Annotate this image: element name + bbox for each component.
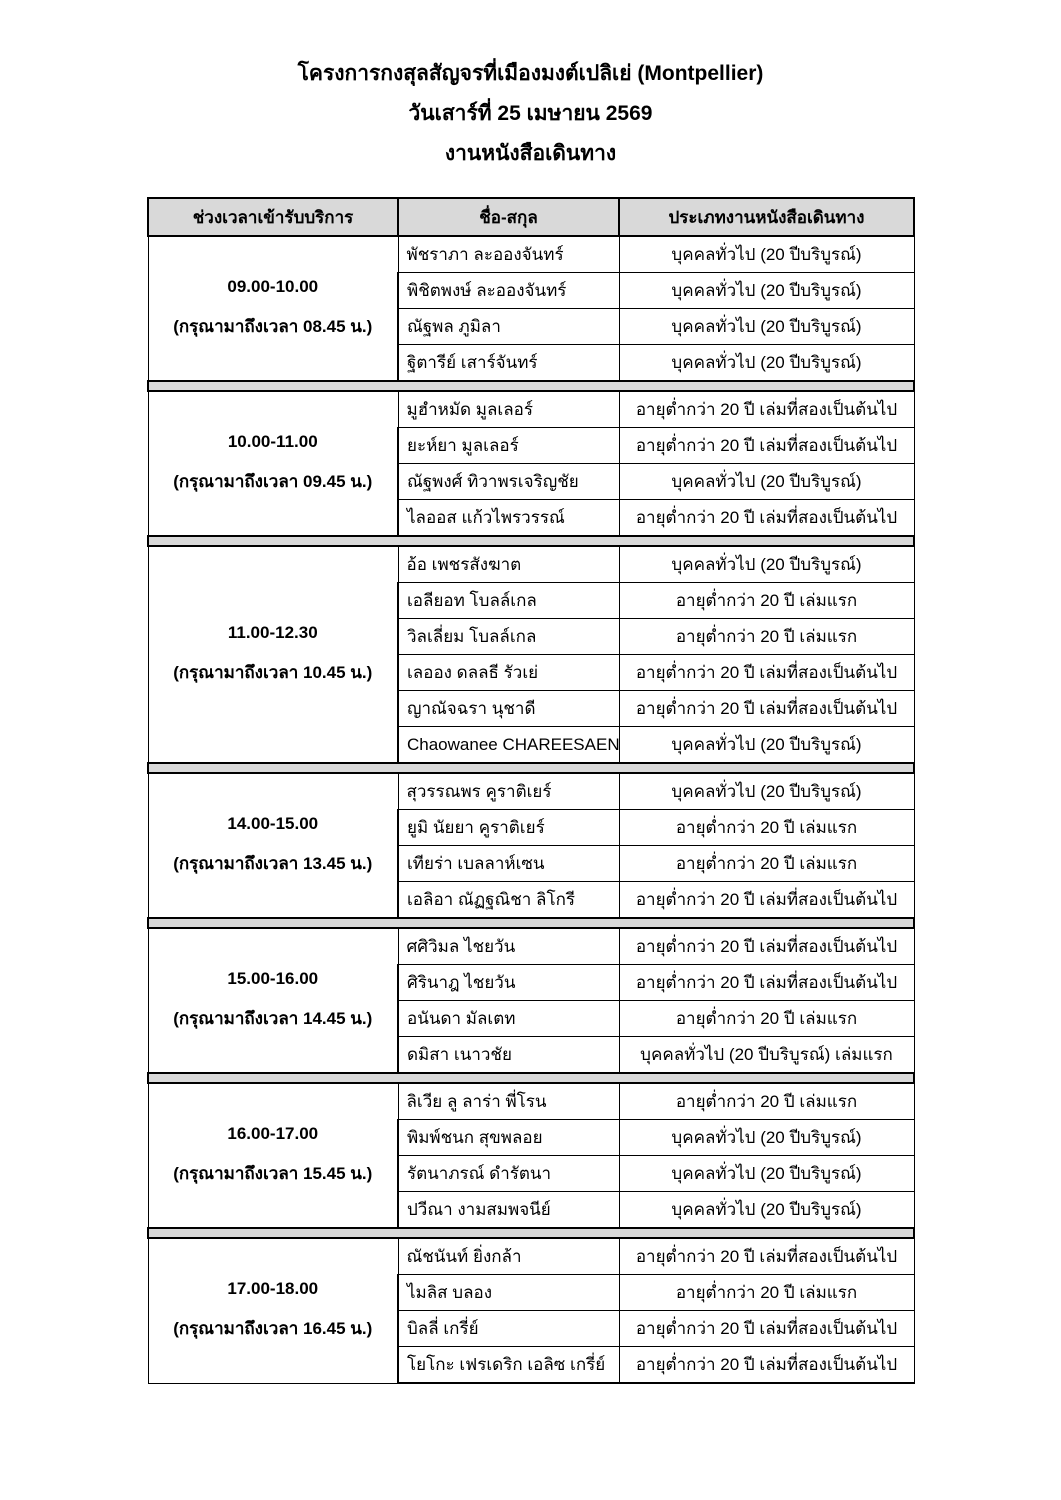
header-time-slot: ช่วงเวลาเข้ารับบริการ <box>148 198 398 236</box>
passport-service-type: บุคคลทั่วไป (20 ปีบริบูรณ์) <box>619 236 914 273</box>
passport-service-type: อายุต่ำกว่า 20 ปี เล่มที่สองเป็นต้นไป <box>619 655 914 691</box>
applicant-name: โยโกะ เฟรเดริก เอลิซ เกรี่ย์ <box>398 1347 619 1384</box>
passport-service-type: บุคคลทั่วไป (20 ปีบริบูรณ์) <box>619 1120 914 1156</box>
block-separator <box>148 763 914 773</box>
passport-service-type: อายุต่ำกว่า 20 ปี เล่มที่สองเป็นต้นไป <box>619 428 914 464</box>
applicant-name: เอลียอท โบลล์เกล <box>398 583 619 619</box>
schedule-table <box>147 197 915 1384</box>
passport-service-type: อายุต่ำกว่า 20 ปี เล่มแรก <box>619 1275 914 1311</box>
document-subtitle: งานหนังสือเดินทาง <box>444 142 617 165</box>
arrival-note: (กรุณามาถึงเวลา 15.45 น.) <box>173 1164 373 1183</box>
passport-service-type: บุคคลทั่วไป (20 ปีบริบูรณ์) <box>619 345 914 382</box>
document-header <box>0 0 1061 174</box>
passport-service-type: บุคคลทั่วไป (20 ปีบริบูรณ์) เล่มแรก <box>619 1037 914 1074</box>
passport-service-type: บุคคลทั่วไป (20 ปีบริบูรณ์) <box>619 309 914 345</box>
applicant-name: Chaowanee CHAREESAEN <box>398 727 619 764</box>
time-range: 11.00-12.30 <box>227 623 318 642</box>
schedule-row <box>148 546 914 583</box>
time-slot-cell <box>148 1083 398 1228</box>
applicant-name: มูฮำหมัด มูลเลอร์ <box>398 391 619 428</box>
applicant-name: ญาณัจฉรา นุชาดี <box>398 691 619 727</box>
applicant-name: รัตนาภรณ์ ดำรัตนา <box>398 1156 619 1192</box>
arrival-note: (กรุณามาถึงเวลา 14.45 น.) <box>173 1009 373 1028</box>
arrival-note: (กรุณามาถึงเวลา 16.45 น.) <box>173 1319 373 1339</box>
applicant-name: บิลลี่ เกรี่ย์ <box>398 1311 619 1347</box>
time-range: 14.00-15.00 <box>227 814 319 833</box>
applicant-name: ยะห์ยา มูลเลอร์ <box>398 428 619 464</box>
passport-service-type: บุคคลทั่วไป (20 ปีบริบูรณ์) <box>619 727 914 764</box>
table-header-row <box>148 198 914 236</box>
arrival-note: (กรุณามาถึงเวลา 10.45 น.) <box>173 663 373 682</box>
block-separator <box>148 918 914 928</box>
passport-service-type: อายุต่ำกว่า 20 ปี เล่มที่สองเป็นต้นไป <box>619 500 914 537</box>
passport-service-type: บุคคลทั่วไป (20 ปีบริบูรณ์) <box>619 1192 914 1229</box>
applicant-name: เลออง ดลลธี รัวเย่ <box>398 655 619 691</box>
time-slot-cell <box>148 1238 398 1383</box>
block-separator <box>148 1228 914 1238</box>
passport-service-type: อายุต่ำกว่า 20 ปี เล่มแรก <box>619 619 914 655</box>
applicant-name: อนันดา มัลเตท <box>398 1001 619 1037</box>
passport-service-type: อายุต่ำกว่า 20 ปี เล่มที่สองเป็นต้นไป <box>619 1347 914 1384</box>
time-slot-cell <box>148 928 398 1073</box>
schedule-row <box>148 236 914 273</box>
document-date: วันเสาร์ที่ 25 เมษายน 2569 <box>408 102 653 125</box>
applicant-name: ณัฐพล ภูมิลา <box>398 309 619 345</box>
header-passport-type: ประเภทงานหนังสือเดินทาง <box>619 198 914 236</box>
passport-service-type: อายุต่ำกว่า 20 ปี เล่มที่สองเป็นต้นไป <box>619 882 914 919</box>
applicant-name: ปวีณา งามสมพจนีย์ <box>398 1192 619 1229</box>
schedule-row <box>148 928 914 965</box>
time-range: 09.00-10.00 <box>227 277 319 296</box>
schedule-row <box>148 1083 914 1120</box>
applicant-name: อ้อ เพชรสังฆาต <box>398 546 619 583</box>
applicant-name: ศศิวิมล ไชยวัน <box>398 928 619 965</box>
applicant-name: สุวรรณพร คูราติเยร์ <box>398 773 619 810</box>
arrival-note: (กรุณามาถึงเวลา 08.45 น.) <box>173 317 373 336</box>
passport-service-type: อายุต่ำกว่า 20 ปี เล่มที่สองเป็นต้นไป <box>619 965 914 1001</box>
applicant-name: พิมพ์ชนก สุขพลอย <box>398 1120 619 1156</box>
passport-service-type: อายุต่ำกว่า 20 ปี เล่มแรก <box>619 583 914 619</box>
applicant-name: ณัชนันท์ ยิ่งกล้า <box>398 1238 619 1275</box>
time-slot-cell <box>148 773 398 918</box>
passport-service-type: บุคคลทั่วไป (20 ปีบริบูรณ์) <box>619 773 914 810</box>
applicant-name: เอลิอา ณัฏฐณิชา ลิโกรี <box>398 882 619 919</box>
applicant-name: พัชราภา ละอองจันทร์ <box>398 236 619 273</box>
document-title: โครงการกงสุลสัญจรที่เมืองมงต์เปลิเย่ (Montpellier) <box>297 62 764 85</box>
applicant-name: ยูมิ นัยยา คูราติเยร์ <box>398 810 619 846</box>
block-separator <box>148 1073 914 1083</box>
time-range: 17.00-18.00 <box>227 1279 319 1299</box>
applicant-name: ฐิตารีย์ เสาร์จันทร์ <box>398 345 619 382</box>
block-separator <box>148 536 914 546</box>
passport-service-type: อายุต่ำกว่า 20 ปี เล่มที่สองเป็นต้นไป <box>619 691 914 727</box>
time-slot-cell <box>148 391 398 536</box>
passport-service-type: อายุต่ำกว่า 20 ปี เล่มแรก <box>619 1001 914 1037</box>
passport-service-type: อายุต่ำกว่า 20 ปี เล่มแรก <box>619 846 914 882</box>
passport-service-type: อายุต่ำกว่า 20 ปี เล่มที่สองเป็นต้นไป <box>619 1238 914 1275</box>
schedule-row <box>148 773 914 810</box>
passport-service-type: บุคคลทั่วไป (20 ปีบริบูรณ์) <box>619 464 914 500</box>
applicant-name: ณัฐพงศ์ ทิวาพรเจริญชัย <box>398 464 619 500</box>
passport-service-type: บุคคลทั่วไป (20 ปีบริบูรณ์) <box>619 273 914 309</box>
time-range: 15.00-16.00 <box>227 969 319 988</box>
applicant-name: ไมลิส บลอง <box>398 1275 619 1311</box>
applicant-name: ดมิสา เนาวชัย <box>398 1037 619 1074</box>
header-name: ชื่อ-สกุล <box>398 198 619 236</box>
applicant-name: วิลเลี่ยม โบลล์เกล <box>398 619 619 655</box>
time-range: 16.00-17.00 <box>227 1124 319 1143</box>
applicant-name: ไลออส แก้วไพรวรรณ์ <box>398 500 619 537</box>
time-range: 10.00-11.00 <box>227 432 318 451</box>
block-separator <box>148 381 914 391</box>
time-slot-cell <box>148 236 398 381</box>
passport-service-type: อายุต่ำกว่า 20 ปี เล่มที่สองเป็นต้นไป <box>619 928 914 965</box>
passport-service-type: อายุต่ำกว่า 20 ปี เล่มที่สองเป็นต้นไป <box>619 1311 914 1347</box>
arrival-note: (กรุณามาถึงเวลา 09.45 น.) <box>173 472 373 491</box>
time-slot-cell <box>148 546 398 763</box>
passport-service-type: อายุต่ำกว่า 20 ปี เล่มแรก <box>619 810 914 846</box>
schedule-row <box>148 391 914 428</box>
applicant-name: เทียร่า เบลลาห์เซน <box>398 846 619 882</box>
applicant-name: ลิเวีย ลู ลาร่า พี่โรน <box>398 1083 619 1120</box>
applicant-name: พิชิตพงษ์ ละอองจันทร์ <box>398 273 619 309</box>
schedule-row <box>148 1238 914 1275</box>
passport-service-type: อายุต่ำกว่า 20 ปี เล่มแรก <box>619 1083 914 1120</box>
passport-service-type: อายุต่ำกว่า 20 ปี เล่มที่สองเป็นต้นไป <box>619 391 914 428</box>
applicant-name: ศิรินาฎ ไชยวัน <box>398 965 619 1001</box>
passport-service-type: บุคคลทั่วไป (20 ปีบริบูรณ์) <box>619 1156 914 1192</box>
arrival-note: (กรุณามาถึงเวลา 13.45 น.) <box>173 854 373 873</box>
passport-service-type: บุคคลทั่วไป (20 ปีบริบูรณ์) <box>619 546 914 583</box>
